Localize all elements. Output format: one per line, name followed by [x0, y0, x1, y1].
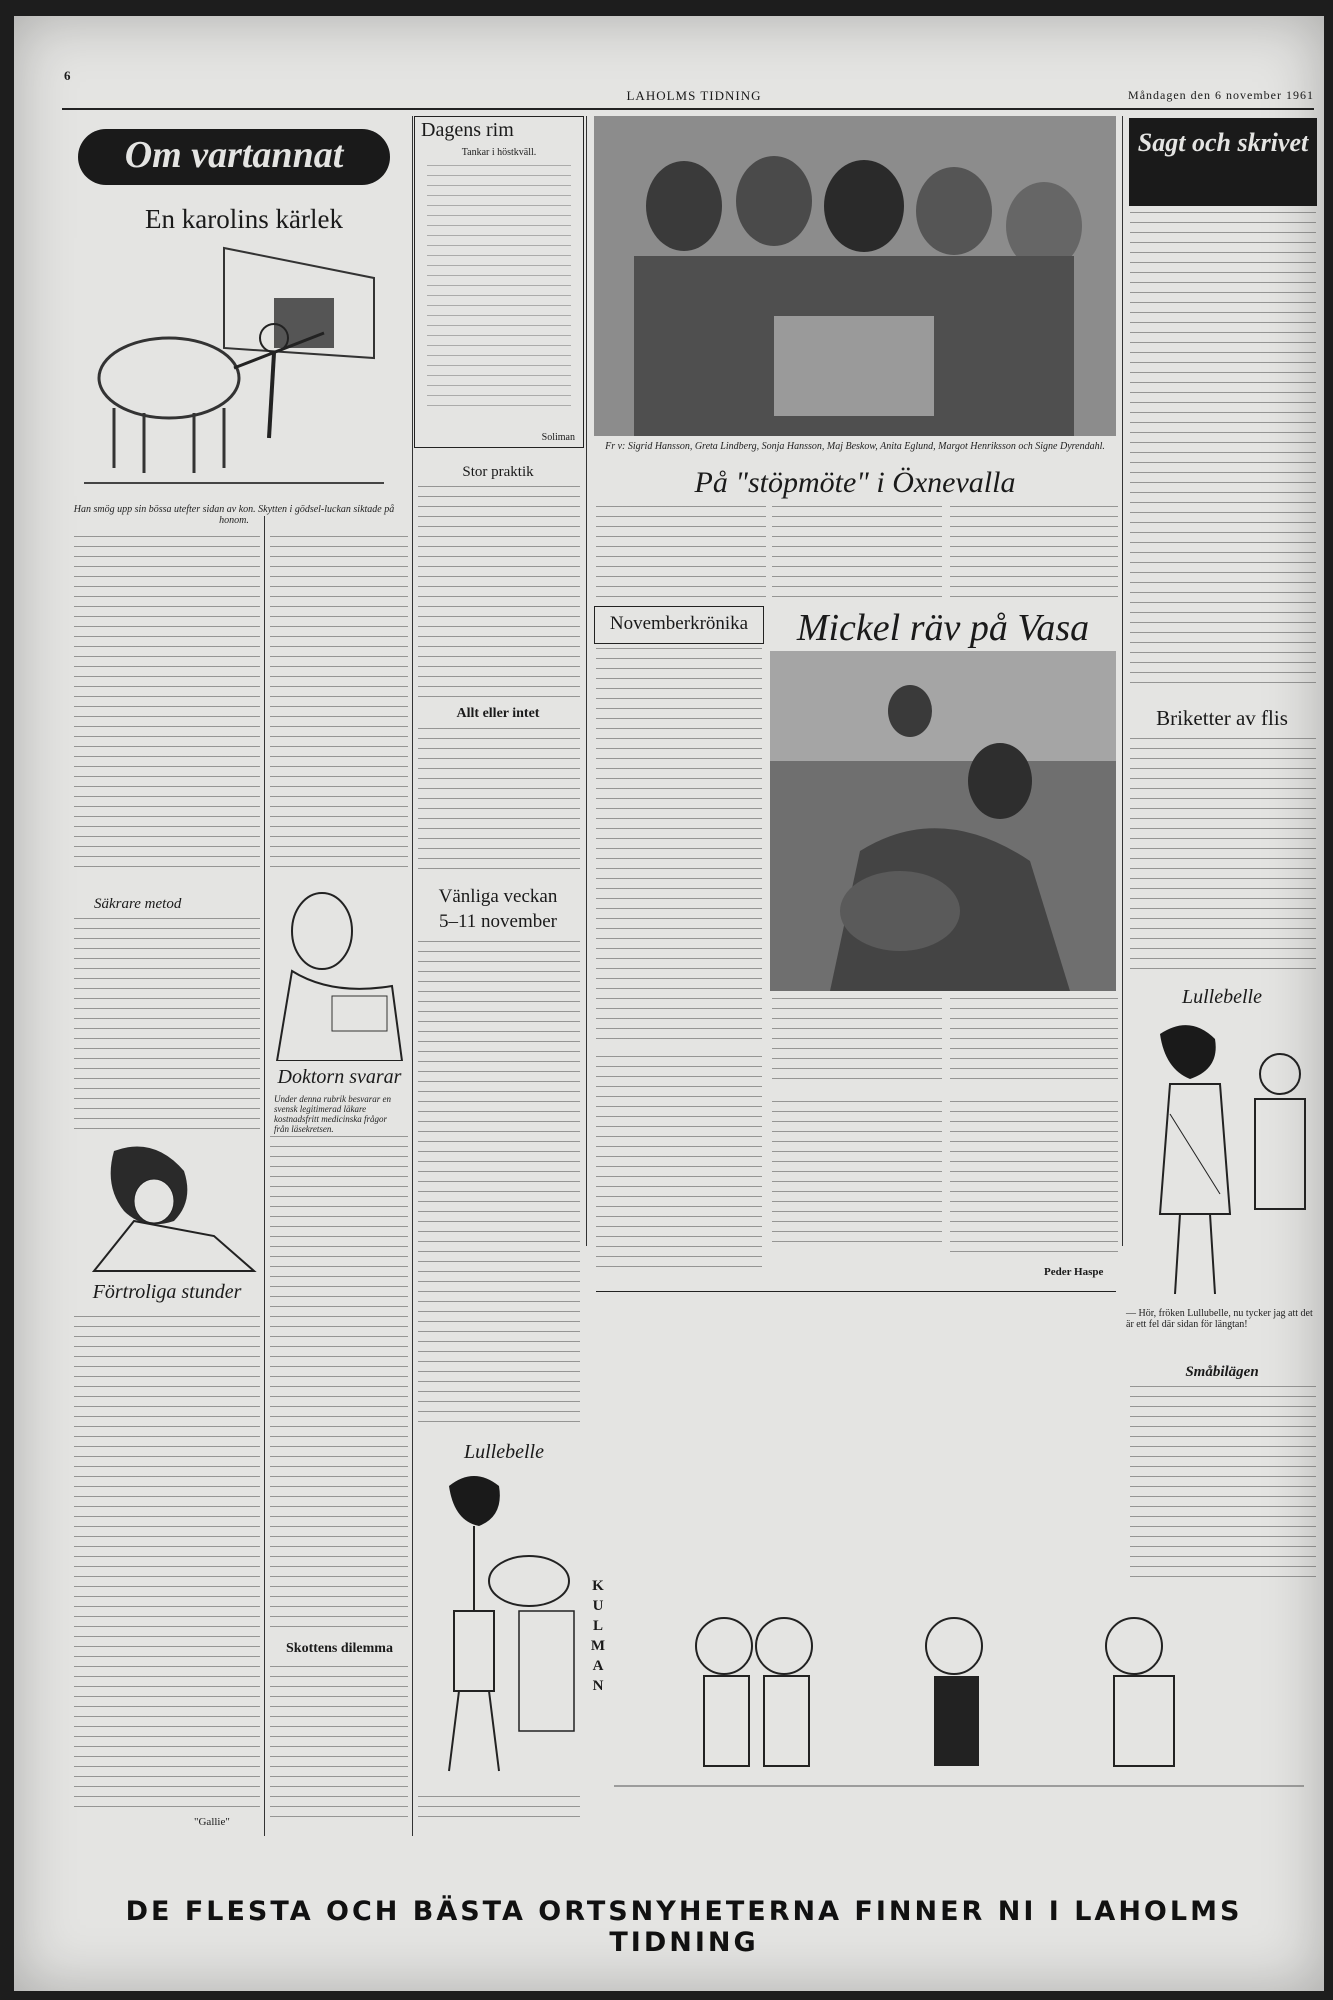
masthead-rule: [62, 108, 1314, 110]
body-text: [270, 536, 408, 876]
kulman-label: KULMAN: [590, 1578, 606, 1694]
sagt-header: [1129, 118, 1317, 206]
column-rule: [412, 116, 413, 1836]
portrait-sketch: [272, 876, 407, 1061]
novemberkronika-signature: Peder Haspe: [1044, 1266, 1104, 1278]
comic-caption-text: [418, 1796, 580, 1826]
lullebelle-right-title: Lullebelle: [1182, 986, 1262, 1008]
stopmote-title: På "stöpmöte" i Öxnevalla: [694, 466, 1016, 499]
kulman-art: [614, 1586, 1314, 1831]
body-text: [418, 941, 580, 1431]
body-text: [1130, 212, 1316, 692]
page-number: 6: [64, 68, 72, 83]
bottom-banner: DE FLESTA OCH BÄSTA ORTSNYHETERNA FINNER NI I LAHOLMS TIDNING: [125, 1896, 1243, 1958]
poem-author: Soliman: [541, 432, 575, 443]
doctor-intro: Under denna rubrik besvarar en svensk legitimerad läkare kostnadsfritt medicinska frågor från läsekretsen.: [274, 1094, 391, 1134]
column-rule: [586, 116, 587, 1246]
paper-name: LAHOLMS TIDNING: [626, 88, 762, 103]
body-text: [1130, 738, 1316, 973]
issue-date: Måndagen den 6 november 1961: [1128, 88, 1314, 102]
illustration-karolin: [74, 238, 394, 496]
smabilder-title: Småbilägen: [1185, 1364, 1259, 1380]
body-text: [596, 648, 762, 1048]
strip-rule: [596, 1291, 1116, 1292]
mickel-title: Mickel räv på Vasa: [796, 607, 1090, 649]
body-text: [596, 506, 766, 601]
section-title: Om vartannat: [124, 134, 344, 176]
mickel-photo-art: [770, 651, 1116, 991]
skottens-title: Skottens dilemma: [286, 1641, 393, 1656]
lullebelle-right-caption: — Hör, fröken Lullubelle, nu tycker jag att det är ett fel där sidan för längtan!: [1126, 1308, 1313, 1330]
body-text: [1130, 1386, 1316, 1581]
illustration-caption: Han smög upp sin bössa utefter sidan av kon. Skytten i gödsel-luckan siktade på honom.: [73, 504, 395, 526]
sagt-title: Sagt och skrivet: [1137, 128, 1309, 157]
photo-caption-text: [950, 998, 1118, 1088]
body-text: [772, 506, 942, 601]
doctor-title: Doktorn svarar: [277, 1066, 402, 1088]
poem-title: Dagens rim: [421, 119, 514, 141]
comic-panel: [419, 1471, 579, 1791]
body-text: [950, 506, 1118, 601]
body-text: [74, 918, 260, 1133]
fortroliga-title: Förtroliga stunder: [92, 1281, 242, 1303]
photo-caption-text: [772, 998, 942, 1088]
kulman-strip: [614, 1586, 1314, 1831]
portrait-art: [272, 876, 407, 1061]
body-text: [950, 1101, 1118, 1261]
subheading: Säkrare metod: [94, 896, 182, 912]
vanliga-title: Vänliga veckan: [438, 886, 558, 907]
body-text: [418, 728, 580, 878]
column-rule: [264, 516, 265, 1836]
group-photo-art: [594, 116, 1116, 436]
body-text: [270, 1136, 408, 1631]
fortroliga-signature: "Gallie": [194, 1816, 230, 1828]
lullebelle-right-art: [1130, 1014, 1316, 1304]
woman-sketch: [74, 1141, 260, 1276]
body-text: [418, 486, 580, 701]
comic-art: [419, 1471, 579, 1791]
section-logo: [74, 121, 394, 191]
illustration-art: [74, 238, 394, 496]
woman-art: [74, 1141, 260, 1276]
body-text: [772, 1101, 942, 1251]
poem-box: [414, 116, 584, 448]
allt-title: Allt eller intet: [456, 706, 540, 721]
briketter-title: Briketter av flis: [1156, 706, 1288, 730]
body-text: [270, 1666, 408, 1826]
article-title: En karolins kärlek: [145, 204, 343, 234]
body-text: [74, 536, 260, 876]
vanliga-subtitle: 5–11 november: [438, 911, 558, 932]
comic-title: Lullebelle: [464, 1441, 544, 1463]
praktik-title: Stor praktik: [462, 464, 534, 480]
poem-text: [427, 165, 571, 415]
poem-subtitle: Tankar i höstkväll.: [461, 147, 537, 158]
column-rule: [1122, 116, 1123, 1246]
mickel-photo: [770, 651, 1116, 991]
group-photo: [594, 116, 1116, 436]
newspaper-page: [14, 16, 1324, 1991]
novemberkronika-box: [594, 606, 764, 644]
lullebelle-right-panel: [1130, 1014, 1316, 1304]
body-text: [596, 1056, 762, 1276]
group-photo-caption: Fr v: Sigrid Hansson, Greta Lindberg, Sonja Hansson, Maj Beskow, Anita Eglund, Margot Henriksson och Signe Dyrendahl.: [605, 441, 1105, 452]
body-text: [74, 1316, 260, 1816]
novemberkronika-title: Novemberkrönika: [609, 613, 749, 634]
